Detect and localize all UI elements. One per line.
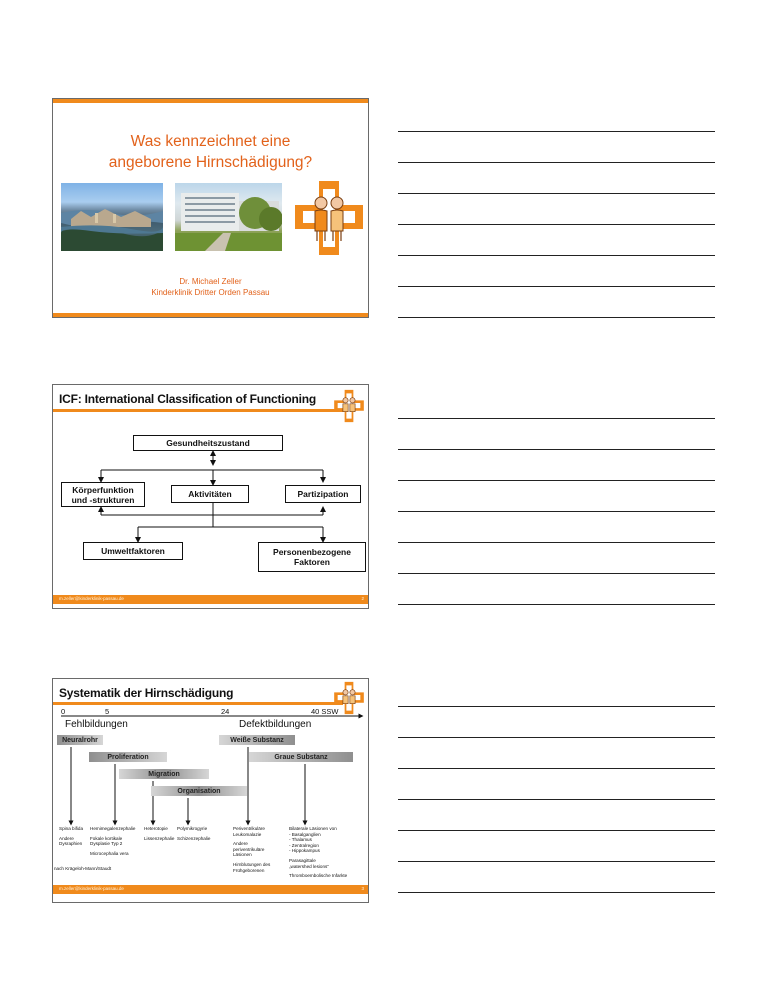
page-number: 2 [361,596,364,601]
note-line [398,737,715,738]
fehlbildungen-label: Fehlbildungen [65,719,128,730]
note-line [398,604,715,605]
note-line [398,892,715,893]
column-weisse-substanz-lesions: Periventrikuläre Leukomalazie Andere periventrikuläre Läsionen Hirnblutungen des Frühgeborenen [233,826,271,873]
gesundheitszustand-box: Gesundheitszustand [133,435,283,451]
tick-5: 5 [105,707,110,716]
slide-3-title: Systematik der Hirnschädigung [59,686,234,700]
bar-migration: Migration [119,769,209,779]
bar-organisation: Organisation [151,786,247,796]
note-line [398,573,715,574]
slide-2 [52,384,369,609]
note-line [398,706,715,707]
passau-city-photo [61,183,163,251]
note-line [398,861,715,862]
bar-proliferation: Proliferation [89,752,167,762]
note-line [398,193,715,194]
aktivitaeten-box: Aktivitäten [171,485,249,503]
partizipation-box: Partizipation [285,485,361,503]
bar-neuralrohr: Neuralrohr [57,735,103,745]
clinic-logo-cross [293,179,365,257]
umweltfaktoren-box: Umweltfaktoren [83,542,183,560]
personenbezogene-faktoren-box: Personenbezogene Faktoren [258,542,366,572]
note-line [398,418,715,419]
author-name: Dr. Michael Zeller [179,277,242,286]
defektbildungen-label: Defektbildungen [239,719,312,730]
note-line [398,224,715,225]
column-migration-defects: Heterotopie Lissenzephalie [144,826,175,841]
bottom-accent-stripe [53,313,368,317]
note-line [398,317,715,318]
note-line [398,131,715,132]
tick-24: 24 [221,707,230,716]
slide-1-title [53,131,368,173]
note-line [398,511,715,512]
column-neuralrohr-defects: Spina bifida Andere Dysraphien [59,826,84,847]
note-line [398,768,715,769]
source-note: nach Krägeloh-Mann/Staudt [54,866,112,871]
slide-2-footer-bar [53,595,368,604]
slide-3-footer-bar [53,885,368,894]
slide-3 [52,678,369,903]
note-line [398,542,715,543]
koerperfunktion-box: Körperfunktion und -strukturen [61,482,145,507]
title-line-2: angeborene Hirnschädigung? [108,154,313,171]
bar-weisse-substanz: Weiße Substanz [219,735,295,745]
slide-1-footer [53,276,368,298]
slide-2-title: ICF: International Classification of Functioning [59,392,317,406]
top-accent-stripe [53,99,368,103]
bar-graue-substanz: Graue Substanz [249,752,353,762]
tick-0: 0 [61,707,66,716]
title-line-1: Was kennzeichnet eine [130,133,291,150]
institution-name: Kinderklinik Dritter Orden Passau [151,288,270,297]
note-line [398,449,715,450]
slide-1 [52,98,369,318]
column-organisation-defects: Polymikrogyrie Schizenzephalie [177,826,211,841]
page-number: 3 [361,886,364,891]
note-line [398,162,715,163]
note-line [398,286,715,287]
column-proliferation-defects: Hemimegalenzephalie Fokale kortikale Dysplasie Typ 2 Microcephalia vera [90,826,136,856]
clinic-building-photo [175,183,282,251]
column-graue-substanz-lesions: Bilaterale Läsionen von - Basalganglien - Thalamus - Zentralregion - Hippokampus Parasagittale „watershed lesions“ Thromboembolische Infarkte [289,826,348,879]
note-line [398,799,715,800]
footer-email: m.zeller@kinderklinik-passau.de [59,596,124,601]
note-line [398,480,715,481]
note-line [398,830,715,831]
footer-email: m.zeller@kinderklinik-passau.de [59,886,124,891]
tick-40-ssw: 40 SSW [311,707,339,716]
note-line [398,255,715,256]
